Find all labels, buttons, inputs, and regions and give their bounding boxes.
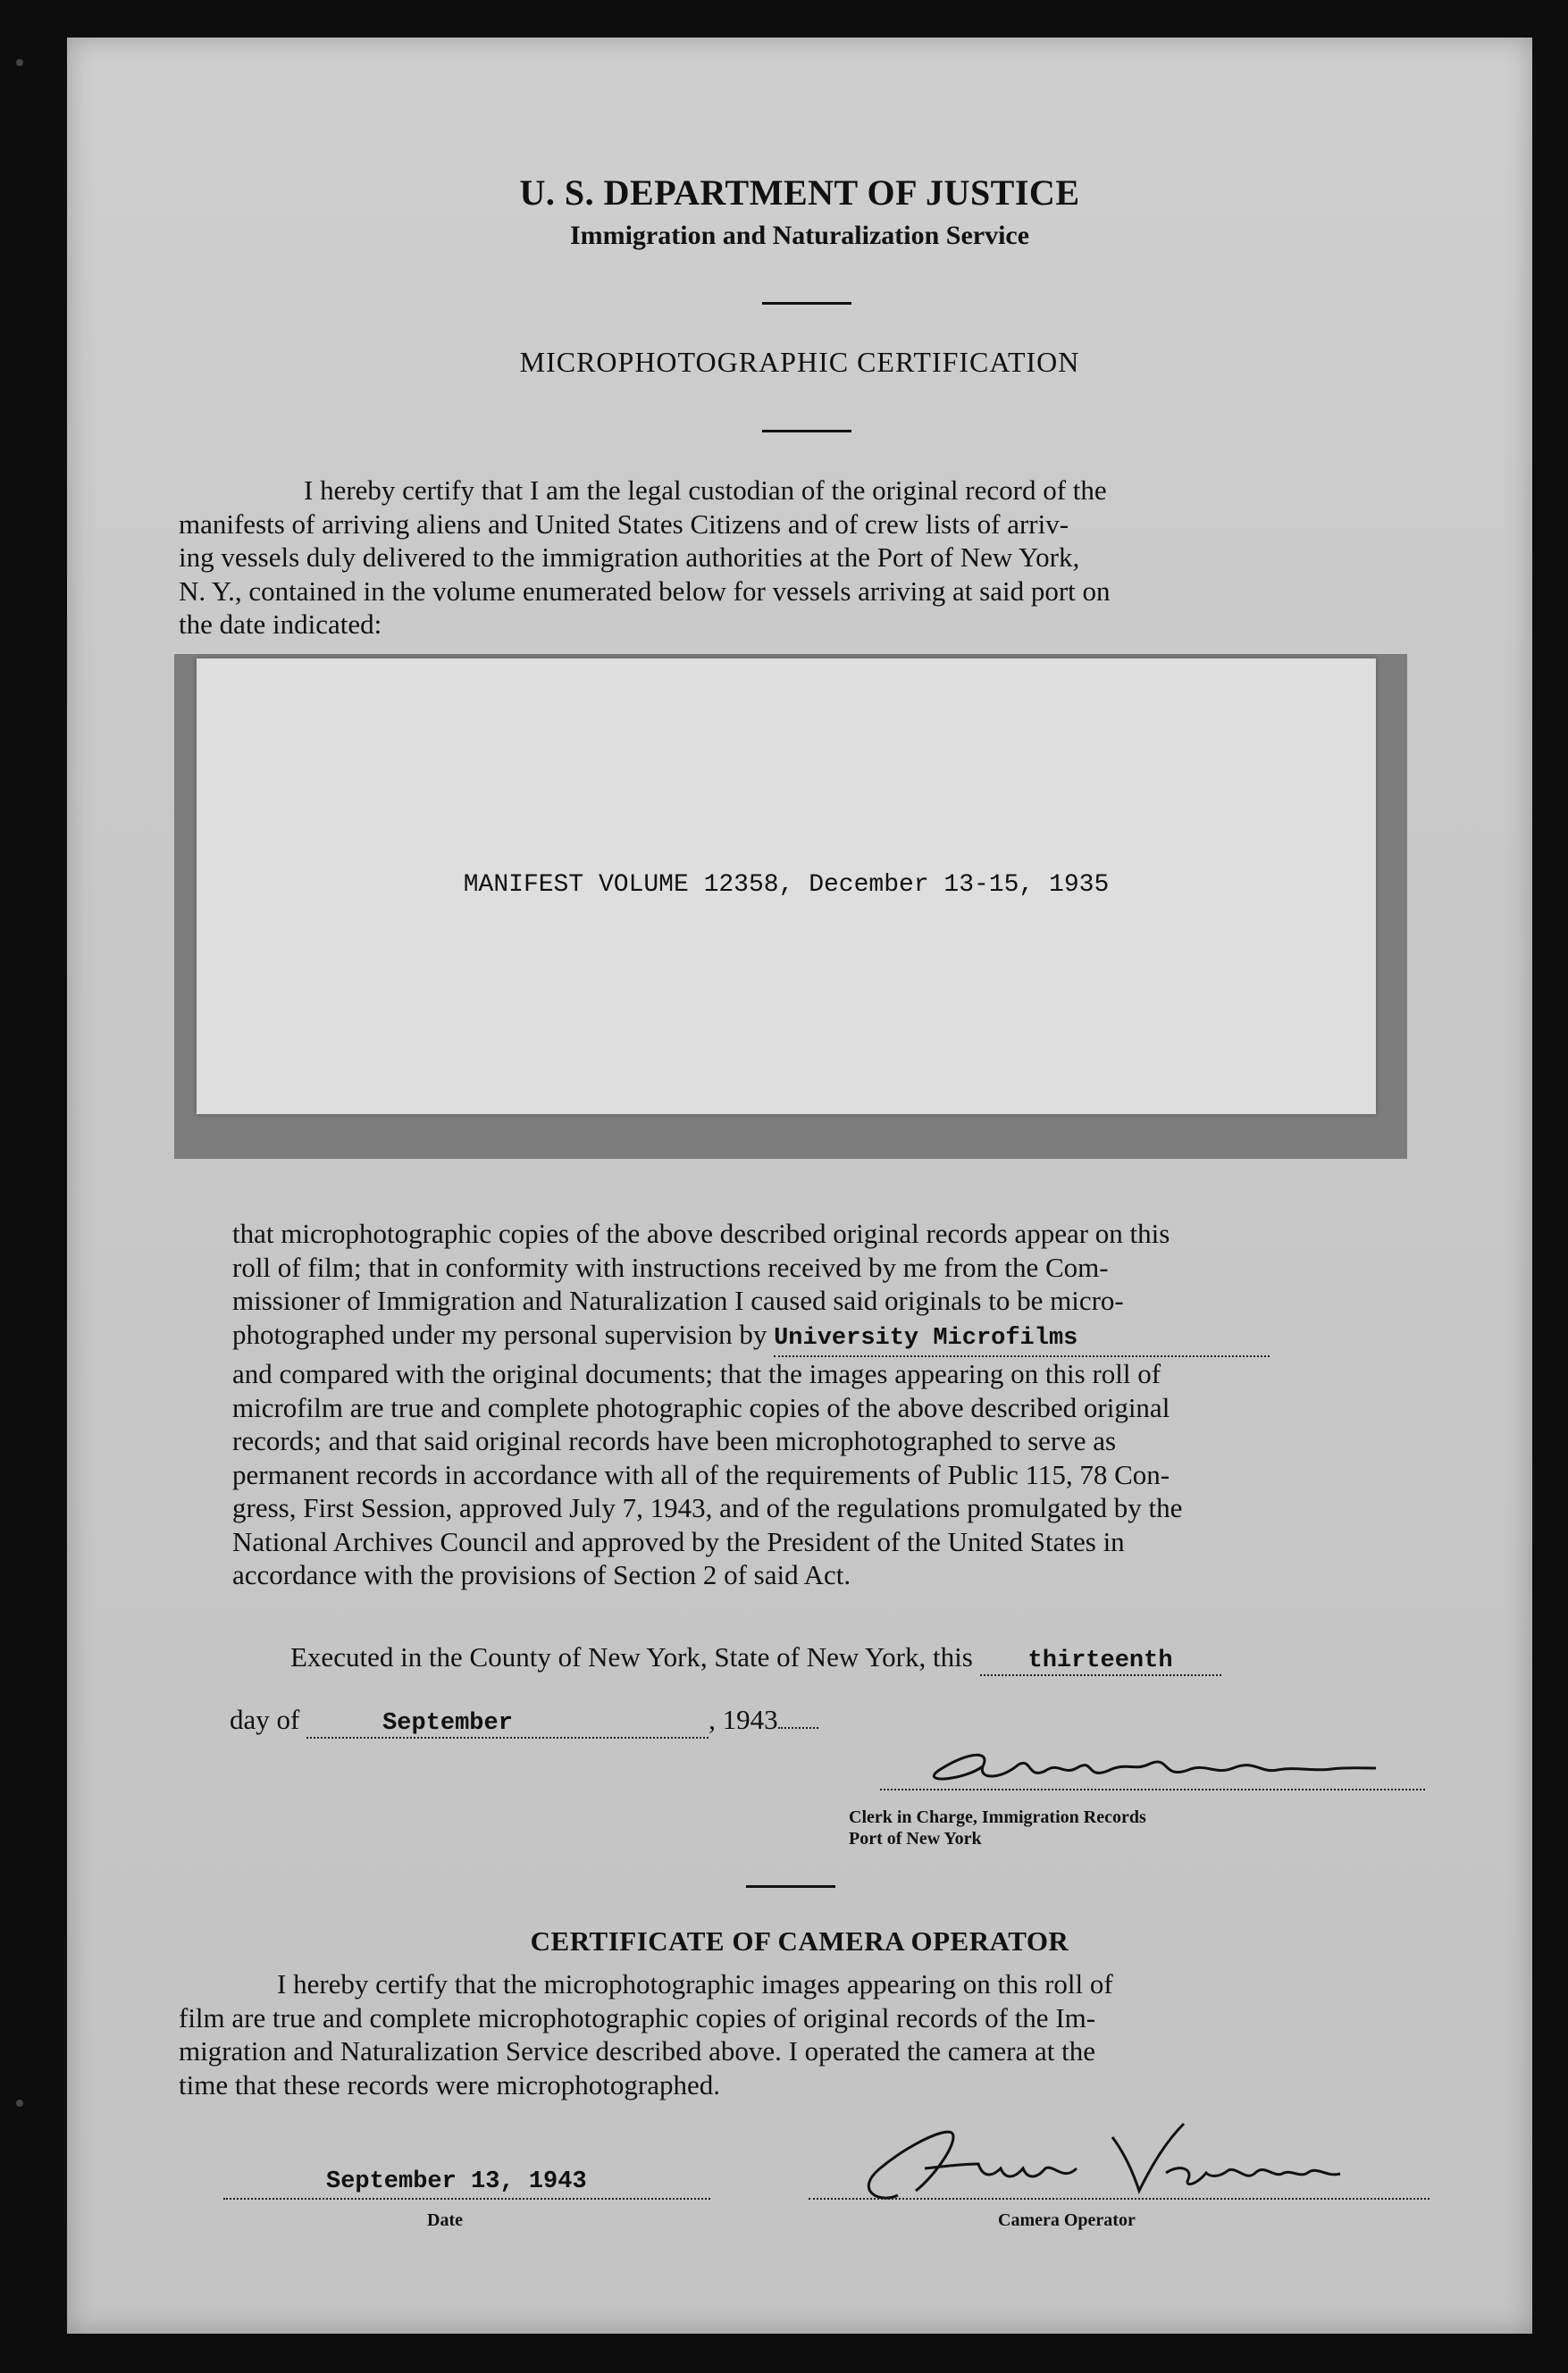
manifest-volume-label: MANIFEST VOLUME 12358, December 13-15, 1935 [463,871,1110,899]
day-of-label: day of [230,1704,300,1735]
clerk-signature-line [880,1789,1425,1790]
text-line: that microphotographic copies of the above described original records appear on this [232,1218,1170,1249]
execution-year: , 1943 [709,1704,778,1735]
document-page [67,38,1532,2334]
text-line: gress, First Session, approved July 7, 1943, and of the regulations promulgated by the [232,1492,1183,1523]
text-line: time that these records were microphotographed. [179,2068,720,2100]
month-fill [306,1704,709,1739]
certification-paragraph [179,474,1443,641]
text-line: N. Y., contained in the volume enumerated below for vessels arriving at said port on [179,574,1111,607]
text-line: migration and Naturalization Service described above. I operated the camera at the [179,2035,1095,2067]
photographer-line [232,1318,1438,1358]
service-subheading: Immigration and Naturalization Service [569,221,1030,250]
operator-signature [844,2115,1345,2209]
divider [746,1885,835,1888]
photographer-fill [774,1318,1270,1358]
text-line: I hereby certify that the microphotographic images appearing on this roll of [277,1968,1113,2000]
execution-prefix: Executed in the County of New York, State of New York, this [290,1641,973,1673]
text-line: and compared with the original documents; that the images appearing on this roll of [232,1358,1161,1389]
text-line: I hereby certify that I am the legal custodian of the original record of the [304,474,1107,506]
camera-certificate-paragraph [179,1967,1438,2101]
divider [762,302,851,305]
year-fill [778,1727,818,1729]
text-line: film are true and complete microphotographic copies of original records of the Im- [179,2001,1096,2033]
text-line: microfilm are true and complete photographic copies of the above described original [232,1391,1170,1423]
text-line: ing vessels duly delivered to the immigration authorities at the Port of New York, [179,541,1080,573]
text-line: records; and that said original records have been microphotographed to serve as [232,1425,1117,1456]
clerk-title [849,1807,1146,1849]
execution-day: thirteenth [1027,1648,1173,1674]
text-line: missioner of Immigration and Naturalization I caused said originals to be micro- [232,1285,1124,1316]
date-label: Date [427,2210,463,2230]
film-mark [16,2100,23,2107]
day-of-line [230,1704,818,1739]
divider [762,430,851,432]
camera-certificate-title: CERTIFICATE OF CAMERA OPERATOR [530,1925,1069,1957]
text-line: roll of film; that in conformity with instructions received by me from the Com- [232,1251,1109,1283]
department-heading: U. S. DEPARTMENT OF JUSTICE [519,172,1080,213]
text-line: National Archives Council and approved by the President of the United States in [232,1525,1125,1557]
document-title: MICROPHOTOGRAPHIC CERTIFICATION [519,346,1080,378]
photographer-name: University Microfilms [774,1324,1078,1352]
clerk-signature [902,1731,1385,1811]
text-line: accordance with the provisions of Section 2 of said Act. [232,1559,851,1590]
clerk-title-line: Port of New York [849,1829,982,1849]
date-line [223,2198,710,2200]
execution-month: September [382,1710,513,1737]
certificate-date: September 13, 1943 [326,2168,587,2195]
text-line: the date indicated: [179,608,382,640]
volume-insert-card [197,658,1376,1114]
body-paragraph [232,1217,1438,1592]
operator-signature-line [809,2198,1430,2200]
day-fill [980,1641,1221,1676]
photographed-prefix: photographed under my personal supervision by [232,1318,767,1350]
film-mark [16,59,23,66]
text-line: manifests of arriving aliens and United States Citizens and of crew lists of arriv- [179,507,1069,540]
text-line: permanent records in accordance with all of the requirements of Public 115, 78 Con- [232,1458,1170,1490]
clerk-title-line: Clerk in Charge, Immigration Records [849,1807,1146,1827]
operator-label: Camera Operator [998,2210,1136,2230]
execution-line [290,1641,1221,1676]
